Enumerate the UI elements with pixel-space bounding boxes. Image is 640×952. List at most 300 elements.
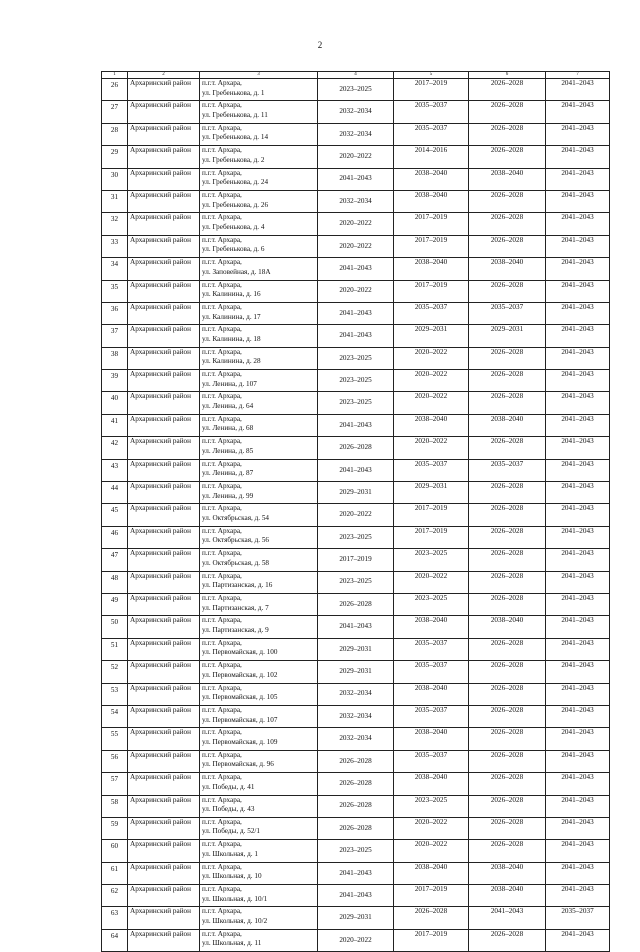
row-number-cell: 40: [102, 392, 128, 414]
period-cell-col5: 2038–2040: [394, 728, 469, 750]
period-cell-col4: 2023–2025: [318, 79, 394, 101]
period-cell-col7: 2041–2043: [546, 750, 610, 772]
district-cell: Архаринский район: [128, 504, 200, 526]
address-street: ул. Калинина, д. 18: [202, 334, 261, 343]
address-locality: п.г.т. Архара,: [202, 750, 242, 759]
period-cell-col7: 2041–2043: [546, 638, 610, 660]
period-cell-col4: 2041–2043: [318, 862, 394, 884]
row-number-cell: 55: [102, 728, 128, 750]
district-cell: Архаринский район: [128, 258, 200, 280]
address-street: ул. Победы, д. 43: [202, 805, 255, 814]
row-number-cell: 37: [102, 325, 128, 347]
period-cell-col6: 2026–2028: [469, 235, 546, 257]
address-street: ул. Первомайская, д. 105: [202, 693, 278, 702]
address-cell: [200, 795, 318, 817]
row-number-cell: 61: [102, 862, 128, 884]
period-cell-col7: 2041–2043: [546, 526, 610, 548]
address-locality: п.г.т. Архара,: [202, 347, 242, 356]
address-locality: п.г.т. Архара,: [202, 683, 242, 692]
address-locality: п.г.т. Архара,: [202, 258, 242, 267]
table-row: [102, 482, 610, 504]
period-cell-col4: 2041–2043: [318, 885, 394, 907]
period-cell-col6: 2041–2043: [469, 907, 546, 929]
period-cell-col4: 2041–2043: [318, 459, 394, 481]
period-cell-col6: 2035–2037: [469, 459, 546, 481]
address-locality: п.г.т. Архара,: [202, 370, 242, 379]
district-cell: Архаринский район: [128, 302, 200, 324]
column-number: 7: [546, 72, 610, 79]
address-cell: [200, 146, 318, 168]
period-cell-col4: 2026–2028: [318, 773, 394, 795]
period-cell-col5: 2026–2028: [394, 907, 469, 929]
period-cell-col6: 2026–2028: [469, 705, 546, 727]
address-street: ул. Калинина, д. 16: [202, 290, 261, 299]
table-row: [102, 168, 610, 190]
district-cell: Архаринский район: [128, 683, 200, 705]
period-cell-col5: 2038–2040: [394, 168, 469, 190]
table-row: [102, 190, 610, 212]
address-cell: [200, 929, 318, 951]
address-street: ул. Школьная, д. 11: [202, 939, 262, 948]
address-locality: п.г.т. Архара,: [202, 549, 242, 558]
period-cell-col7: 2041–2043: [546, 661, 610, 683]
table-body: [102, 72, 610, 952]
district-cell: Архаринский район: [128, 549, 200, 571]
period-cell-col6: 2026–2028: [469, 728, 546, 750]
period-cell-col7: 2041–2043: [546, 817, 610, 839]
period-cell-col4: 2026–2028: [318, 795, 394, 817]
period-cell-col4: 2029–2031: [318, 661, 394, 683]
address-cell: [200, 370, 318, 392]
table-row: [102, 817, 610, 839]
period-cell-col7: 2041–2043: [546, 302, 610, 324]
period-cell-col7: 2041–2043: [546, 392, 610, 414]
period-cell-col6: 2026–2028: [469, 482, 546, 504]
row-number-cell: 27: [102, 101, 128, 123]
row-number-cell: 36: [102, 302, 128, 324]
table-row: [102, 79, 610, 101]
period-cell-col4: 2032–2034: [318, 728, 394, 750]
address-cell: [200, 325, 318, 347]
row-number-cell: 43: [102, 459, 128, 481]
table-row: [102, 593, 610, 615]
table-row: [102, 123, 610, 145]
address-street: ул. Гребенькова, д. 6: [202, 245, 265, 254]
period-cell-col7: 2041–2043: [546, 504, 610, 526]
address-cell: [200, 123, 318, 145]
address-street: ул. Гребенькова, д. 1: [202, 88, 265, 97]
row-number-cell: 42: [102, 437, 128, 459]
address-locality: п.г.т. Архара,: [202, 593, 242, 602]
row-number-cell: 50: [102, 616, 128, 638]
table-row: [102, 101, 610, 123]
address-locality: п.г.т. Архара,: [202, 661, 242, 670]
address-cell: [200, 190, 318, 212]
address-cell: [200, 571, 318, 593]
period-cell-col6: 2026–2028: [469, 347, 546, 369]
row-number-cell: 48: [102, 571, 128, 593]
period-cell-col6: 2026–2028: [469, 280, 546, 302]
period-cell-col4: 2017–2019: [318, 549, 394, 571]
period-cell-col4: 2041–2043: [318, 414, 394, 436]
address-locality: п.г.т. Архара,: [202, 280, 242, 289]
table-row: [102, 258, 610, 280]
address-locality: п.г.т. Архара,: [202, 146, 242, 155]
row-number-cell: 63: [102, 907, 128, 929]
address-street: ул. Первомайская, д. 96: [202, 760, 274, 769]
period-cell-col6: 2035–2037: [469, 302, 546, 324]
district-cell: Архаринский район: [128, 370, 200, 392]
period-cell-col6: 2026–2028: [469, 213, 546, 235]
address-cell: [200, 213, 318, 235]
period-cell-col6: 2038–2040: [469, 258, 546, 280]
period-cell-col4: 2023–2025: [318, 840, 394, 862]
period-cell-col6: 2026–2028: [469, 526, 546, 548]
district-cell: Архаринский район: [128, 392, 200, 414]
period-cell-col6: 2026–2028: [469, 549, 546, 571]
period-cell-col7: 2041–2043: [546, 146, 610, 168]
row-number-cell: 35: [102, 280, 128, 302]
address-street: ул. Октябрьская, д. 58: [202, 558, 270, 567]
table-row: [102, 571, 610, 593]
address-cell: [200, 817, 318, 839]
row-number-cell: 44: [102, 482, 128, 504]
row-number-cell: 47: [102, 549, 128, 571]
address-street: ул. Ленина, д. 87: [202, 469, 254, 478]
address-locality: п.г.т. Архара,: [202, 929, 242, 938]
period-cell-col4: 2023–2025: [318, 347, 394, 369]
period-cell-col4: 2023–2025: [318, 392, 394, 414]
district-cell: Архаринский район: [128, 929, 200, 951]
address-cell: [200, 907, 318, 929]
district-cell: Архаринский район: [128, 862, 200, 884]
district-cell: Архаринский район: [128, 482, 200, 504]
column-number: 4: [318, 72, 394, 79]
address-cell: [200, 302, 318, 324]
address-street: ул. Гребенькова, д. 2: [202, 155, 265, 164]
address-street: ул. Заповейная, д. 18А: [202, 267, 271, 276]
address-street: ул. Школьная, д. 1: [202, 849, 258, 858]
period-cell-col5: 2038–2040: [394, 862, 469, 884]
period-cell-col4: 2032–2034: [318, 683, 394, 705]
period-cell-col7: 2041–2043: [546, 414, 610, 436]
table-row: [102, 907, 610, 929]
period-cell-col5: 2023–2025: [394, 795, 469, 817]
period-cell-col4: 2041–2043: [318, 168, 394, 190]
row-number-cell: 33: [102, 235, 128, 257]
address-street: ул. Первомайская, д. 100: [202, 648, 278, 657]
period-cell-col7: 2041–2043: [546, 258, 610, 280]
address-locality: п.г.т. Архара,: [202, 213, 242, 222]
period-cell-col5: 2038–2040: [394, 414, 469, 436]
address-locality: п.г.т. Архара,: [202, 414, 242, 423]
address-street: ул. Ленина, д. 107: [202, 379, 257, 388]
address-locality: п.г.т. Архара,: [202, 817, 242, 826]
period-cell-col7: 2041–2043: [546, 168, 610, 190]
address-street: ул. Победы, д. 41: [202, 782, 255, 791]
address-locality: п.г.т. Архара,: [202, 504, 242, 513]
address-locality: п.г.т. Архара,: [202, 459, 242, 468]
period-cell-col4: 2032–2034: [318, 705, 394, 727]
address-street: ул. Калинина, д. 28: [202, 357, 261, 366]
page-number: 2: [317, 40, 323, 50]
table-row: [102, 549, 610, 571]
district-cell: Архаринский район: [128, 795, 200, 817]
period-cell-col7: 2041–2043: [546, 571, 610, 593]
row-number-cell: 30: [102, 168, 128, 190]
address-street: ул. Октябрьская, д. 56: [202, 536, 270, 545]
table-row: [102, 773, 610, 795]
address-cell: [200, 459, 318, 481]
district-cell: Архаринский район: [128, 79, 200, 101]
address-cell: [200, 504, 318, 526]
table-row: [102, 750, 610, 772]
period-cell-col5: 2017–2019: [394, 213, 469, 235]
address-street: ул. Гребенькова, д. 4: [202, 222, 265, 231]
table-row: [102, 526, 610, 548]
period-cell-col5: 2023–2025: [394, 549, 469, 571]
period-cell-col6: 2026–2028: [469, 123, 546, 145]
period-cell-col7: 2041–2043: [546, 459, 610, 481]
table-row: [102, 728, 610, 750]
period-cell-col7: 2041–2043: [546, 437, 610, 459]
address-street: ул. Ленина, д. 85: [202, 446, 254, 455]
address-cell: [200, 235, 318, 257]
district-cell: Архаринский район: [128, 773, 200, 795]
period-cell-col7: 2041–2043: [546, 728, 610, 750]
address-locality: п.г.т. Архара,: [202, 101, 242, 110]
period-cell-col5: 2017–2019: [394, 526, 469, 548]
address-street: ул. Гребенькова, д. 26: [202, 200, 269, 209]
period-cell-col4: 2020–2022: [318, 280, 394, 302]
address-locality: п.г.т. Архара,: [202, 728, 242, 737]
district-cell: Архаринский район: [128, 325, 200, 347]
address-cell: [200, 638, 318, 660]
address-street: ул. Гребенькова, д. 14: [202, 133, 269, 142]
period-cell-col6: 2026–2028: [469, 370, 546, 392]
period-cell-col4: 2029–2031: [318, 482, 394, 504]
address-locality: п.г.т. Архара,: [202, 907, 242, 916]
address-street: ул. Победы, д. 52/1: [202, 827, 261, 836]
address-street: ул. Школьная, д. 10/1: [202, 894, 268, 903]
period-cell-col6: 2038–2040: [469, 168, 546, 190]
table-row: [102, 683, 610, 705]
period-cell-col5: 2020–2022: [394, 817, 469, 839]
table-row: [102, 437, 610, 459]
period-cell-col7: 2041–2043: [546, 840, 610, 862]
table-row: [102, 347, 610, 369]
period-cell-col5: 2020–2022: [394, 571, 469, 593]
address-street: ул. Ленина, д. 99: [202, 491, 254, 500]
row-number-cell: 41: [102, 414, 128, 436]
period-cell-col5: 2029–2031: [394, 325, 469, 347]
district-cell: Архаринский район: [128, 280, 200, 302]
period-cell-col6: 2026–2028: [469, 750, 546, 772]
period-cell-col4: 2041–2043: [318, 616, 394, 638]
period-cell-col6: 2026–2028: [469, 817, 546, 839]
period-cell-col5: 2035–2037: [394, 302, 469, 324]
period-cell-col7: 2041–2043: [546, 549, 610, 571]
period-cell-col5: 2029–2031: [394, 482, 469, 504]
address-locality: п.г.т. Архара,: [202, 482, 242, 491]
period-cell-col7: 2035–2037: [546, 907, 610, 929]
district-cell: Архаринский район: [128, 750, 200, 772]
period-cell-col7: 2041–2043: [546, 235, 610, 257]
district-cell: Архаринский район: [128, 593, 200, 615]
address-cell: [200, 347, 318, 369]
district-cell: Архаринский район: [128, 571, 200, 593]
district-cell: Архаринский район: [128, 907, 200, 929]
address-locality: п.г.т. Архара,: [202, 168, 242, 177]
period-cell-col7: 2041–2043: [546, 705, 610, 727]
address-street: ул. Гребенькова, д. 11: [202, 110, 268, 119]
row-number-cell: 29: [102, 146, 128, 168]
address-locality: п.г.т. Архара,: [202, 79, 242, 87]
period-cell-col5: 2017–2019: [394, 885, 469, 907]
address-locality: п.г.т. Архара,: [202, 571, 242, 580]
period-cell-col4: 2020–2022: [318, 929, 394, 951]
period-cell-col4: 2041–2043: [318, 302, 394, 324]
period-cell-col4: 2020–2022: [318, 235, 394, 257]
period-cell-col6: 2026–2028: [469, 638, 546, 660]
period-cell-col5: 2020–2022: [394, 392, 469, 414]
address-locality: п.г.т. Архара,: [202, 190, 242, 199]
address-cell: [200, 280, 318, 302]
period-cell-col5: 2020–2022: [394, 370, 469, 392]
row-number-cell: 59: [102, 817, 128, 839]
address-locality: п.г.т. Архара,: [202, 773, 242, 782]
period-cell-col4: 2023–2025: [318, 526, 394, 548]
table-row: [102, 862, 610, 884]
period-cell-col5: 2020–2022: [394, 437, 469, 459]
table-row: [102, 638, 610, 660]
column-number: 5: [394, 72, 469, 79]
address-street: ул. Школьная, д. 10/2: [202, 917, 268, 926]
address-street: ул. Ленина, д. 68: [202, 424, 254, 433]
period-cell-col5: 2020–2022: [394, 347, 469, 369]
table-row: [102, 705, 610, 727]
row-number-cell: 51: [102, 638, 128, 660]
period-cell-col7: 2041–2043: [546, 190, 610, 212]
period-cell-col4: 2029–2031: [318, 907, 394, 929]
district-cell: Архаринский район: [128, 840, 200, 862]
table-row: [102, 616, 610, 638]
address-cell: [200, 549, 318, 571]
district-cell: Архаринский район: [128, 235, 200, 257]
schedule-table: [101, 71, 610, 952]
table-row: [102, 302, 610, 324]
period-cell-col4: 2041–2043: [318, 258, 394, 280]
row-number-cell: 46: [102, 526, 128, 548]
column-number: 3: [200, 72, 318, 79]
period-cell-col6: 2038–2040: [469, 862, 546, 884]
row-number-cell: 58: [102, 795, 128, 817]
address-cell: [200, 392, 318, 414]
address-cell: [200, 750, 318, 772]
table-row: [102, 504, 610, 526]
address-locality: п.г.т. Архара,: [202, 862, 242, 871]
address-cell: [200, 862, 318, 884]
district-cell: Архаринский район: [128, 123, 200, 145]
row-number-cell: 32: [102, 213, 128, 235]
table-row: [102, 795, 610, 817]
row-number-cell: 28: [102, 123, 128, 145]
period-cell-col4: 2023–2025: [318, 370, 394, 392]
address-street: ул. Партизанская, д. 9: [202, 625, 269, 634]
period-cell-col4: 2029–2031: [318, 638, 394, 660]
address-cell: [200, 437, 318, 459]
period-cell-col6: 2026–2028: [469, 392, 546, 414]
table-row: [102, 213, 610, 235]
address-locality: п.г.т. Архара,: [202, 526, 242, 535]
row-number-cell: 60: [102, 840, 128, 862]
address-cell: [200, 661, 318, 683]
period-cell-col5: 2020–2022: [394, 840, 469, 862]
address-locality: п.г.т. Архара,: [202, 616, 242, 625]
period-cell-col5: 2035–2037: [394, 459, 469, 481]
period-cell-col7: 2041–2043: [546, 862, 610, 884]
table-row: [102, 661, 610, 683]
period-cell-col5: 2035–2037: [394, 101, 469, 123]
address-cell: [200, 728, 318, 750]
period-cell-col7: 2041–2043: [546, 683, 610, 705]
address-locality: п.г.т. Архара,: [202, 705, 242, 714]
address-cell: [200, 101, 318, 123]
period-cell-col5: 2017–2019: [394, 504, 469, 526]
district-cell: Архаринский район: [128, 168, 200, 190]
table-row: [102, 392, 610, 414]
period-cell-col5: 2014–2016: [394, 146, 469, 168]
district-cell: Архаринский район: [128, 705, 200, 727]
period-cell-col5: 2038–2040: [394, 258, 469, 280]
address-street: ул. Ленина, д. 64: [202, 402, 254, 411]
period-cell-col4: 2020–2022: [318, 146, 394, 168]
period-cell-col6: 2029–2031: [469, 325, 546, 347]
period-cell-col7: 2041–2043: [546, 885, 610, 907]
row-number-cell: 62: [102, 885, 128, 907]
period-cell-col6: 2026–2028: [469, 146, 546, 168]
period-cell-col6: 2026–2028: [469, 190, 546, 212]
period-cell-col7: 2041–2043: [546, 101, 610, 123]
period-cell-col4: 2026–2028: [318, 750, 394, 772]
district-cell: Архаринский район: [128, 817, 200, 839]
district-cell: Архаринский район: [128, 459, 200, 481]
period-cell-col5: 2023–2025: [394, 593, 469, 615]
district-cell: Архаринский район: [128, 728, 200, 750]
district-cell: Архаринский район: [128, 437, 200, 459]
period-cell-col7: 2041–2043: [546, 347, 610, 369]
address-street: ул. Партизанская, д. 16: [202, 581, 273, 590]
district-cell: Архаринский район: [128, 414, 200, 436]
address-cell: [200, 168, 318, 190]
address-locality: п.г.т. Архара,: [202, 795, 242, 804]
period-cell-col5: 2035–2037: [394, 750, 469, 772]
table-row: [102, 146, 610, 168]
row-number-cell: 39: [102, 370, 128, 392]
period-cell-col6: 2026–2028: [469, 929, 546, 951]
table-row: [102, 235, 610, 257]
address-street: ул. Первомайская, д. 102: [202, 670, 278, 679]
address-cell: [200, 840, 318, 862]
period-cell-col6: 2026–2028: [469, 101, 546, 123]
address-locality: п.г.т. Архара,: [202, 638, 242, 647]
period-cell-col7: 2041–2043: [546, 370, 610, 392]
address-cell: [200, 593, 318, 615]
address-cell: [200, 414, 318, 436]
address-locality: п.г.т. Архара,: [202, 235, 242, 244]
district-cell: Архаринский район: [128, 661, 200, 683]
column-number-row: [102, 72, 610, 79]
